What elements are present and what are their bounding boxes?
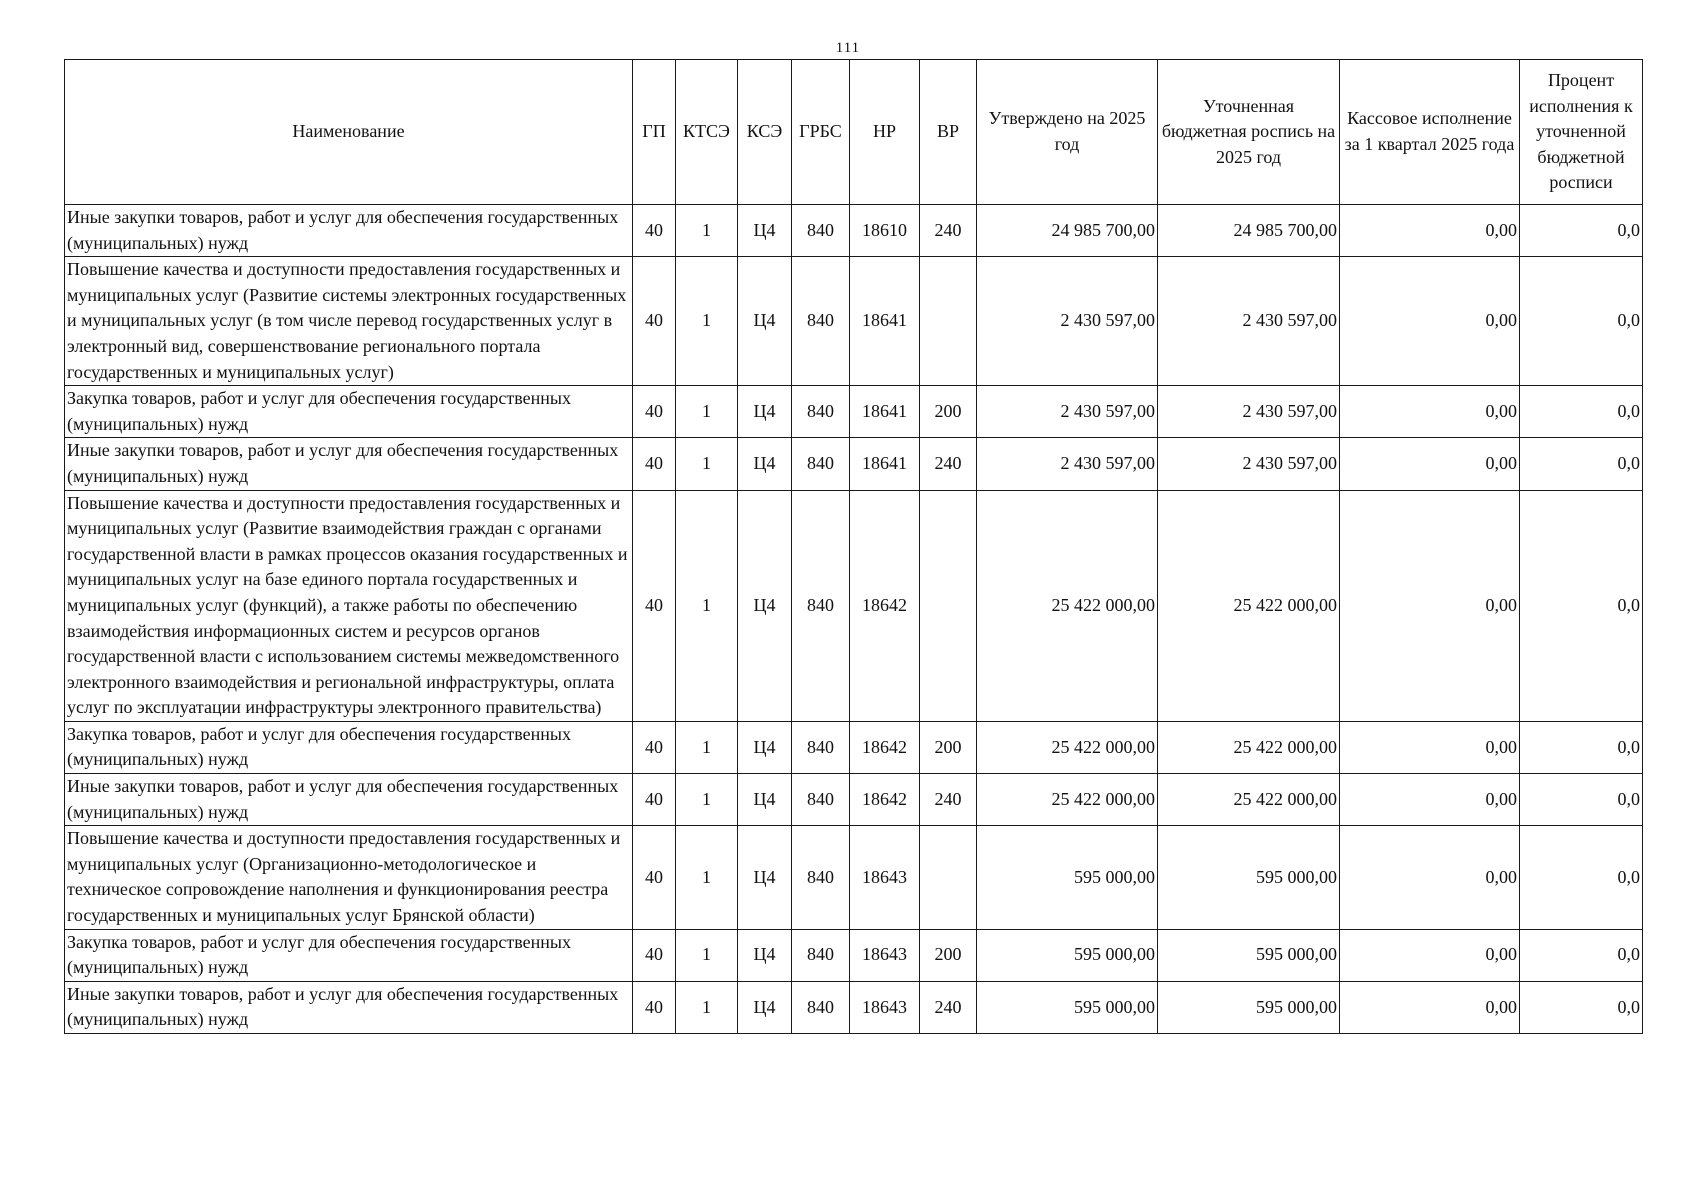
cell-approved: 595 000,00 [977,826,1158,929]
cell-percent: 0,0 [1520,929,1643,981]
cell-gp: 40 [633,826,676,929]
cell-grbs: 840 [792,774,850,826]
table-row [65,386,1643,438]
cell-refined: 24 985 700,00 [1158,205,1340,257]
cell-nr: 18643 [850,929,920,981]
cell-vr: 200 [920,721,977,773]
cell-vr: 240 [920,774,977,826]
cell-refined: 2 430 597,00 [1158,438,1340,490]
header-cash: Кассовое исполнение за 1 квартал 2025 года [1340,60,1520,205]
cell-name: Повышение качества и доступности предоставления государственных и муниципальных услуг (Развитие системы электронных государственных и муниципальных услуг (в том числе перевод государственных услуг в электронный вид, совершенствование регионального портала государственных и муниципальных услуг) [65,257,633,386]
cell-ktse: 1 [676,826,738,929]
cell-nr: 18641 [850,438,920,490]
cell-name: Иные закупки товаров, работ и услуг для обеспечения государственных (муниципальных) нужд [65,774,633,826]
table-row [65,721,1643,773]
cell-kse: Ц4 [738,386,792,438]
table-body [65,205,1643,1034]
cell-approved: 24 985 700,00 [977,205,1158,257]
cell-name: Иные закупки товаров, работ и услуг для обеспечения государственных (муниципальных) нужд [65,438,633,490]
cell-vr [920,257,977,386]
cell-percent: 0,0 [1520,981,1643,1033]
cell-vr: 240 [920,438,977,490]
cell-gp: 40 [633,438,676,490]
cell-cash: 0,00 [1340,929,1520,981]
cell-kse: Ц4 [738,981,792,1033]
cell-percent: 0,0 [1520,721,1643,773]
cell-nr: 18642 [850,490,920,721]
cell-cash: 0,00 [1340,826,1520,929]
cell-cash: 0,00 [1340,257,1520,386]
table-row [65,438,1643,490]
cell-nr: 18642 [850,774,920,826]
cell-grbs: 840 [792,929,850,981]
cell-percent: 0,0 [1520,205,1643,257]
cell-kse: Ц4 [738,826,792,929]
cell-cash: 0,00 [1340,774,1520,826]
table-row [65,929,1643,981]
cell-name: Закупка товаров, работ и услуг для обеспечения государственных (муниципальных) нужд [65,386,633,438]
cell-percent: 0,0 [1520,490,1643,721]
header-nr: НР [850,60,920,205]
header-ktse: КТСЭ [676,60,738,205]
header-name: Наименование [65,60,633,205]
cell-vr [920,490,977,721]
cell-name: Повышение качества и доступности предоставления государственных и муниципальных услуг (Развитие взаимодействия граждан с органами государственной власти в рамках процессов оказания государственных и муниципальных услуг на базе единого портала государственных и муниципальных услуг (функций), а также работы по обеспечению взаимодействия информационных систем и ресурсов органов государственной власти с использованием системы межведомственного электронного взаимодействия и региональной инфраструктуры, оплата услуг по эксплуатации инфраструктуры электронного правительства) [65,490,633,721]
cell-cash: 0,00 [1340,981,1520,1033]
cell-refined: 25 422 000,00 [1158,490,1340,721]
cell-grbs: 840 [792,438,850,490]
cell-gp: 40 [633,721,676,773]
cell-refined: 25 422 000,00 [1158,721,1340,773]
cell-approved: 2 430 597,00 [977,386,1158,438]
table-row [65,490,1643,721]
header-refined: Уточненная бюджетная роспись на 2025 год [1158,60,1340,205]
cell-cash: 0,00 [1340,386,1520,438]
cell-refined: 595 000,00 [1158,929,1340,981]
cell-vr [920,826,977,929]
cell-refined: 2 430 597,00 [1158,257,1340,386]
cell-refined: 595 000,00 [1158,981,1340,1033]
cell-gp: 40 [633,257,676,386]
cell-ktse: 1 [676,490,738,721]
cell-gp: 40 [633,205,676,257]
cell-refined: 25 422 000,00 [1158,774,1340,826]
header-percent: Процент исполнения к уточненной бюджетной росписи [1520,60,1643,205]
cell-gp: 40 [633,490,676,721]
cell-gp: 40 [633,981,676,1033]
cell-name: Иные закупки товаров, работ и услуг для обеспечения государственных (муниципальных) нужд [65,981,633,1033]
header-vr: ВР [920,60,977,205]
cell-nr: 18610 [850,205,920,257]
cell-approved: 2 430 597,00 [977,257,1158,386]
cell-vr: 240 [920,205,977,257]
cell-ktse: 1 [676,386,738,438]
table-row [65,205,1643,257]
cell-kse: Ц4 [738,929,792,981]
cell-nr: 18641 [850,257,920,386]
cell-grbs: 840 [792,721,850,773]
cell-kse: Ц4 [738,490,792,721]
cell-ktse: 1 [676,257,738,386]
cell-name: Повышение качества и доступности предоставления государственных и муниципальных услуг (Организационно-методологическое и техническое сопровождение наполнения и функционирования реестра государственных и муниципальных услуг Брянской области) [65,826,633,929]
cell-nr: 18643 [850,981,920,1033]
table-row [65,257,1643,386]
cell-grbs: 840 [792,826,850,929]
cell-ktse: 1 [676,205,738,257]
table-row [65,826,1643,929]
cell-approved: 25 422 000,00 [977,721,1158,773]
cell-grbs: 840 [792,205,850,257]
cell-name: Закупка товаров, работ и услуг для обеспечения государственных (муниципальных) нужд [65,929,633,981]
cell-gp: 40 [633,386,676,438]
table-row [65,981,1643,1033]
cell-name: Иные закупки товаров, работ и услуг для обеспечения государственных (муниципальных) нужд [65,205,633,257]
cell-kse: Ц4 [738,257,792,386]
table-row [65,774,1643,826]
cell-approved: 2 430 597,00 [977,438,1158,490]
cell-ktse: 1 [676,981,738,1033]
cell-kse: Ц4 [738,721,792,773]
table-header [65,60,1643,205]
cell-approved: 25 422 000,00 [977,774,1158,826]
cell-cash: 0,00 [1340,721,1520,773]
cell-refined: 2 430 597,00 [1158,386,1340,438]
cell-approved: 595 000,00 [977,981,1158,1033]
header-approved: Утверждено на 2025 год [977,60,1158,205]
cell-gp: 40 [633,929,676,981]
header-grbs: ГРБС [792,60,850,205]
page-number: 111 [835,40,861,56]
cell-gp: 40 [633,774,676,826]
cell-vr: 240 [920,981,977,1033]
cell-nr: 18643 [850,826,920,929]
cell-cash: 0,00 [1340,205,1520,257]
cell-grbs: 840 [792,386,850,438]
cell-kse: Ц4 [738,205,792,257]
cell-ktse: 1 [676,721,738,773]
header-gp: ГП [633,60,676,205]
cell-percent: 0,0 [1520,257,1643,386]
cell-cash: 0,00 [1340,490,1520,721]
cell-percent: 0,0 [1520,438,1643,490]
cell-vr: 200 [920,929,977,981]
cell-percent: 0,0 [1520,826,1643,929]
cell-ktse: 1 [676,438,738,490]
cell-approved: 25 422 000,00 [977,490,1158,721]
cell-kse: Ц4 [738,774,792,826]
cell-vr: 200 [920,386,977,438]
cell-nr: 18642 [850,721,920,773]
cell-percent: 0,0 [1520,774,1643,826]
cell-ktse: 1 [676,774,738,826]
cell-refined: 595 000,00 [1158,826,1340,929]
cell-approved: 595 000,00 [977,929,1158,981]
cell-grbs: 840 [792,257,850,386]
header-kse: КСЭ [738,60,792,205]
cell-grbs: 840 [792,981,850,1033]
cell-ktse: 1 [676,929,738,981]
cell-nr: 18641 [850,386,920,438]
cell-percent: 0,0 [1520,386,1643,438]
cell-cash: 0,00 [1340,438,1520,490]
cell-kse: Ц4 [738,438,792,490]
cell-grbs: 840 [792,490,850,721]
cell-name: Закупка товаров, работ и услуг для обеспечения государственных (муниципальных) нужд [65,721,633,773]
budget-table [64,59,1643,1034]
